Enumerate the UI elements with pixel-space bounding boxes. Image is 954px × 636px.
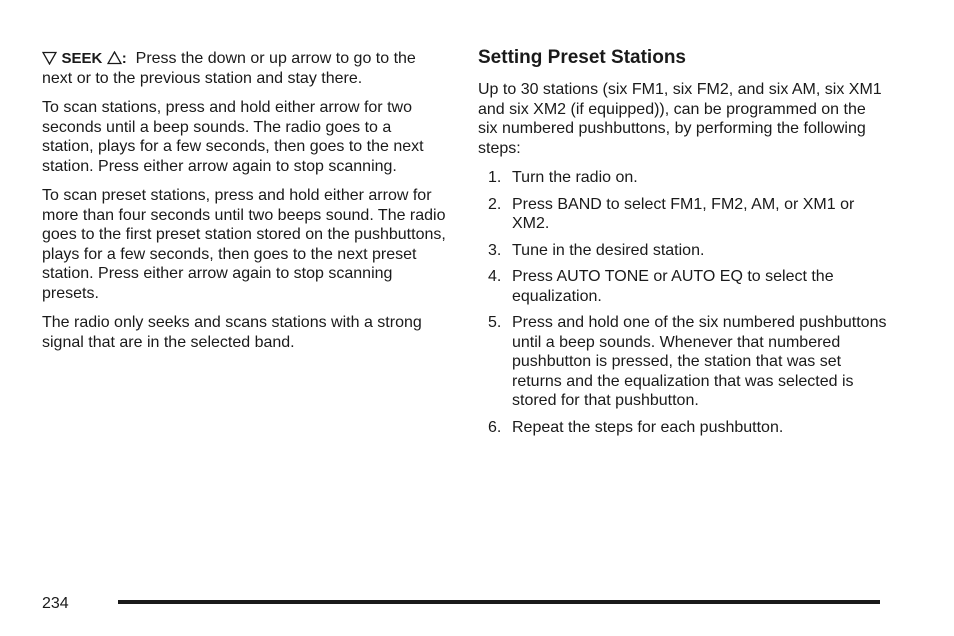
seek-text: Press the down or up arrow to go to the next or to the previous station and stay there. [42, 50, 416, 87]
scan-presets-paragraph: To scan preset stations, press and hold either arrow for more than four seconds until two beeps sound. The radio goes to the first preset station stored on the pushbuttons, plays for a few seconds, then goes to the next preset station. Press either arrow again to stop scanning presets. [42, 187, 446, 302]
list-item [478, 267, 888, 306]
step-text: Tune in the desired station. [512, 241, 705, 259]
steps-list [478, 168, 888, 437]
step-number: 3. [488, 241, 502, 259]
step-text: Press BAND to select FM1, FM2, AM, or XM1 or XM2. [512, 195, 855, 232]
right-column [478, 46, 888, 444]
seek-label: SEEK [61, 50, 103, 67]
list-item [478, 418, 888, 438]
list-item [478, 241, 888, 261]
up-arrow-icon [107, 51, 122, 65]
page-number: 234 [42, 595, 69, 612]
step-number: 1. [488, 169, 502, 186]
step-number: 4. [488, 268, 502, 285]
list-item [478, 168, 888, 188]
seek-paragraph [42, 49, 447, 88]
step-text: Repeat the steps for each pushbutton. [512, 418, 784, 436]
signal-note-paragraph: The radio only seeks and scans stations with a strong signal that are in the selected band. [42, 314, 422, 351]
intro-paragraph: Up to 30 stations (six FM1, six FM2, and six AM, six XM1 and six XM2 (if equipped)), can be programmed on the six numbered pushbuttons, by performing the following steps: [478, 81, 882, 157]
section-heading: Setting Preset Stations [478, 47, 686, 68]
footer-divider [118, 600, 880, 604]
scan-stations-paragraph: To scan stations, press and hold either arrow for two seconds until a beep sounds. The radio goes to a station, plays for a few seconds, then goes to the next station. Press either arrow again to stop scanning. [42, 99, 424, 175]
down-arrow-icon [42, 51, 57, 65]
left-column [42, 49, 447, 362]
step-text: Turn the radio on. [512, 169, 638, 186]
seek-colon: : [121, 50, 127, 67]
step-number: 5. [488, 314, 502, 331]
step-text: Press AUTO TONE or AUTO EQ to select the equalization. [512, 268, 834, 305]
step-number: 2. [488, 195, 502, 213]
list-item [478, 313, 888, 411]
step-text: Press and hold one of the six numbered pushbuttons until a beep sounds. Whenever that numbered pushbutton is pressed, the station that was set returns and the equalization that was selected is stored for that pushbutton. [512, 314, 887, 409]
list-item [478, 195, 888, 234]
step-number: 6. [488, 418, 502, 436]
